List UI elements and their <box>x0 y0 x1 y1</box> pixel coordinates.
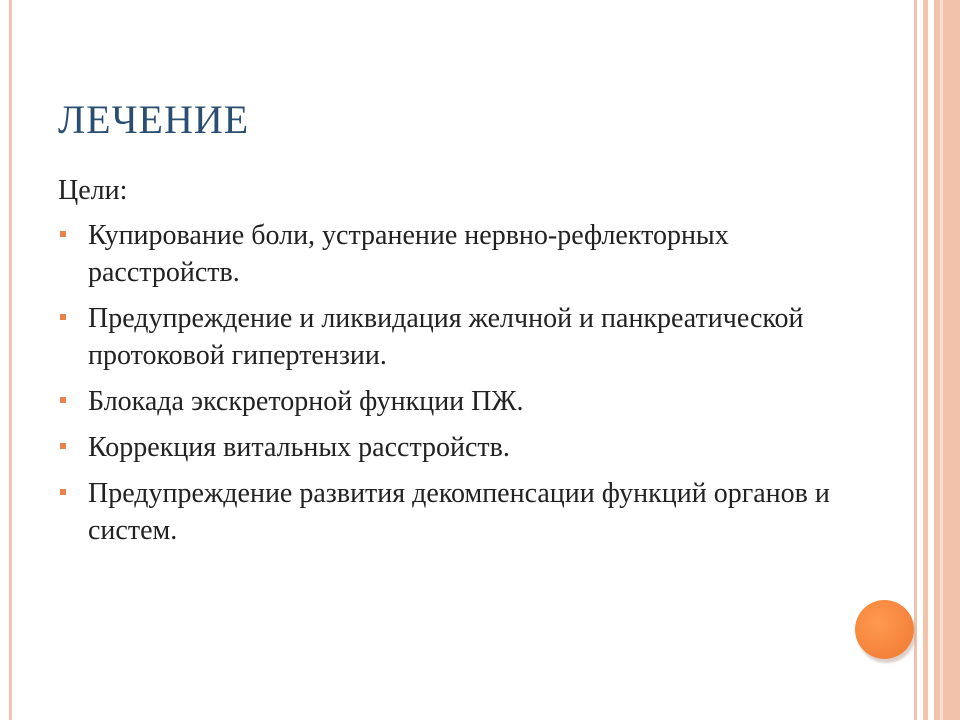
list-item-text: Блокада экскреторной функции ПЖ. <box>88 386 524 417</box>
orange-circle-icon <box>855 600 914 659</box>
stripe <box>923 0 928 720</box>
list-item <box>58 217 838 291</box>
slide-content <box>58 172 838 558</box>
list-item <box>58 429 838 466</box>
list-item-text: Предупреждение и ликвидация желчной и панкреатической протоковой гипертензии. <box>88 303 804 371</box>
list-item <box>58 475 838 549</box>
square-bullet-icon <box>60 443 66 449</box>
stripe <box>940 0 943 720</box>
slide-title: ЛЕЧЕНИЕ <box>58 97 250 142</box>
stripe <box>934 0 960 720</box>
left-decorative-rule <box>9 0 12 720</box>
list-item <box>58 300 838 374</box>
right-decorative-stripes <box>914 0 960 720</box>
goals-label: Цели: <box>58 175 128 206</box>
square-bullet-icon <box>60 397 66 403</box>
stripe <box>914 0 917 720</box>
list-item <box>58 383 838 420</box>
square-bullet-icon <box>60 231 66 237</box>
list-item-text: Купирование боли, устранение нервно-рефлекторных расстройств. <box>88 220 729 288</box>
square-bullet-icon <box>60 489 66 495</box>
goals-list <box>58 217 838 549</box>
list-item-text: Коррекция витальных расстройств. <box>88 432 510 463</box>
list-item-text: Предупреждение развития декомпенсации функций органов и систем. <box>88 478 830 546</box>
square-bullet-icon <box>60 314 66 320</box>
